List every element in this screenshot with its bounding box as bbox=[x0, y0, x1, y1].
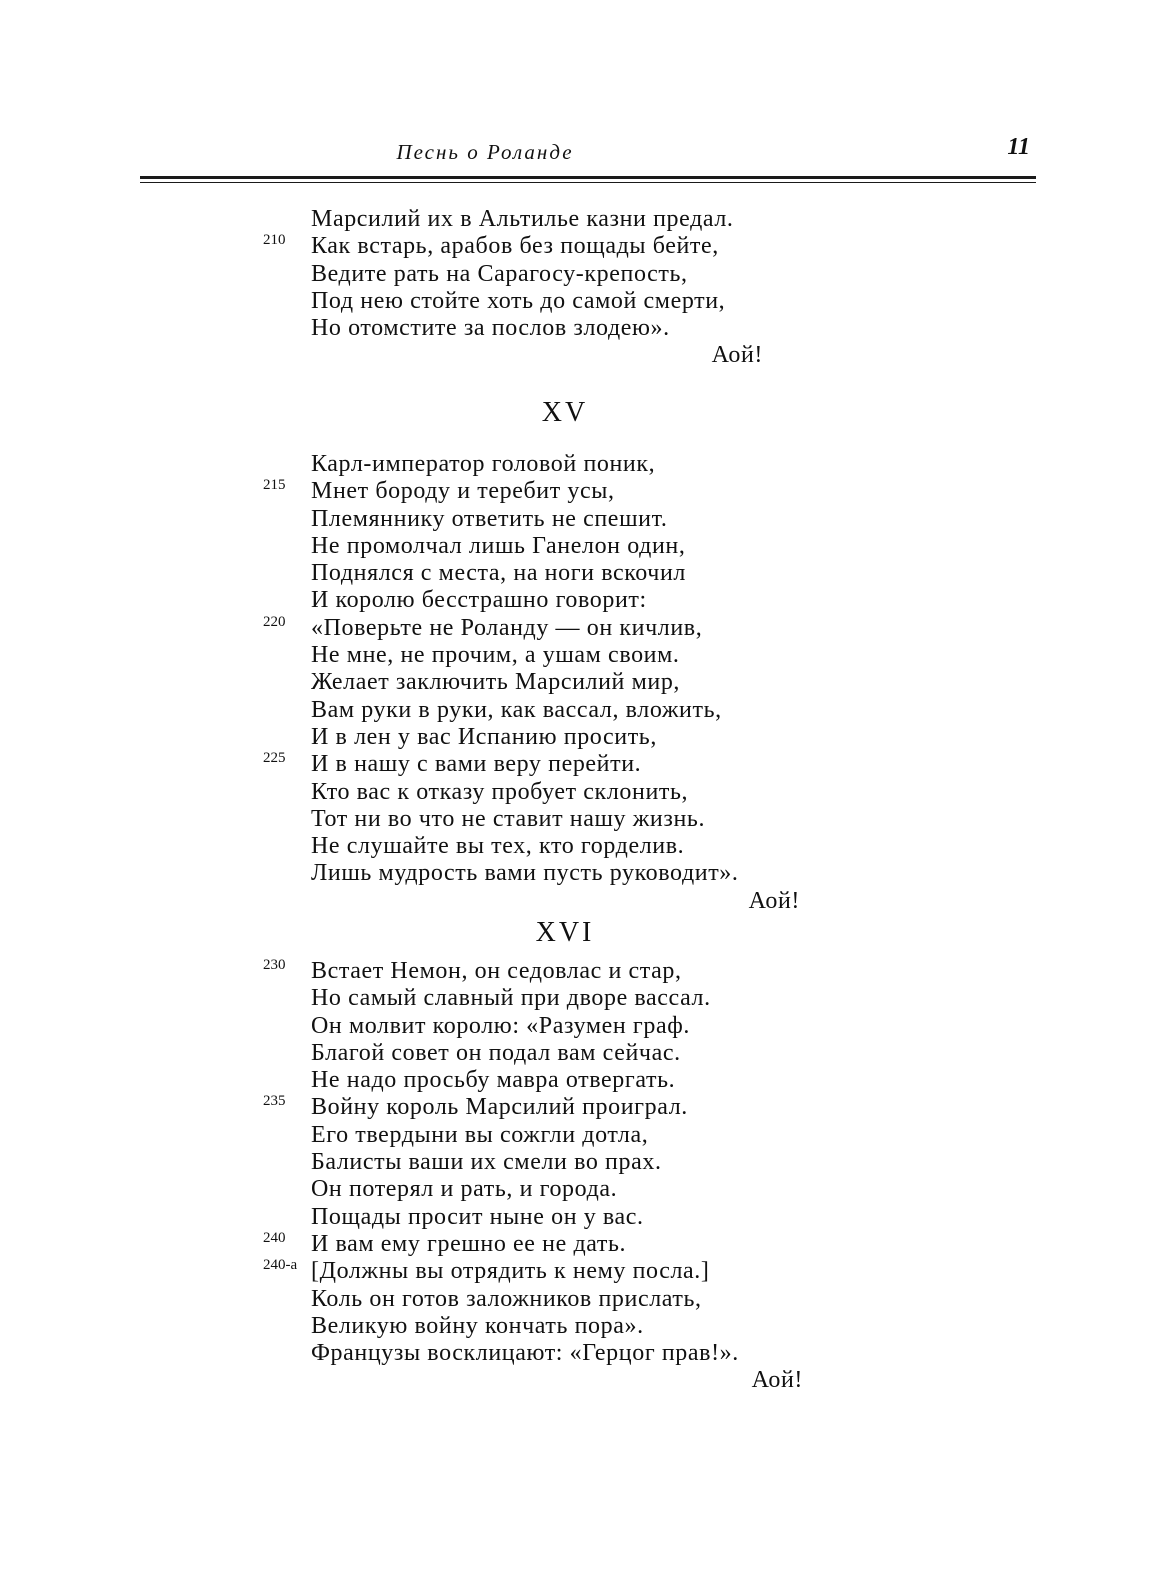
verse-text: Под нею стойте хоть до самой смерти, bbox=[311, 287, 726, 314]
verse-line bbox=[263, 833, 800, 860]
verse-line bbox=[263, 533, 800, 560]
verse-text: Не слушайте вы тех, кто горделив. bbox=[311, 833, 685, 860]
verse-text: Благой совет он подал вам сейчас. bbox=[311, 1039, 681, 1066]
line-number: 240 bbox=[263, 1229, 286, 1246]
verse-line bbox=[263, 1122, 803, 1149]
verse-text: Не мне, не прочим, а ушам своим. bbox=[311, 642, 680, 669]
line-number: 235 bbox=[263, 1093, 286, 1110]
refrain: Аой! bbox=[711, 342, 763, 369]
verse-line bbox=[263, 958, 803, 985]
verse-line bbox=[263, 1176, 803, 1203]
verse-line bbox=[263, 1286, 803, 1313]
verse-line bbox=[263, 1204, 803, 1231]
verse-text: [Должны вы отрядить к нему посла.] bbox=[311, 1258, 710, 1285]
verse-line bbox=[263, 1313, 803, 1340]
verse-line bbox=[263, 779, 800, 806]
section-heading-xv: XV bbox=[541, 397, 589, 428]
verse-text: Не надо просьбу мавра отвергать. bbox=[311, 1067, 676, 1094]
verse-text: Карл-император головой поник, bbox=[311, 451, 656, 477]
line-number: 225 bbox=[263, 750, 286, 767]
line-number: 240-а bbox=[263, 1257, 298, 1274]
verse-line bbox=[263, 1340, 803, 1367]
verse-text: И в лен у вас Испанию просить, bbox=[311, 723, 657, 750]
verse-text: Поднялся с места, на ноги вскочил bbox=[311, 560, 686, 587]
verse-text: Войну король Марсилий проиграл. bbox=[311, 1094, 688, 1121]
section-heading-xvi: XVI bbox=[535, 917, 595, 948]
stanza-xvi bbox=[263, 958, 803, 1395]
verse-text: Но самый славный при дворе вассал. bbox=[311, 985, 711, 1012]
verse-text: Его твердыни вы сожгли дотла, bbox=[311, 1121, 649, 1148]
verse-line bbox=[263, 288, 763, 315]
verse-text: Великую войну кончать пора». bbox=[311, 1312, 644, 1339]
verse-text: Но отомстите за послов злодею». bbox=[311, 315, 670, 342]
verse-text: Тот ни во что не ставит нашу жизнь. bbox=[311, 805, 706, 832]
verse-line bbox=[263, 315, 763, 342]
verse-text: «Поверьте не Роланду — он кичлив, bbox=[311, 614, 703, 641]
verse-line bbox=[263, 724, 800, 751]
verse-text: Мнет бороду и теребит усы, bbox=[311, 478, 615, 505]
verse-text: Кто вас к отказу пробует склонить, bbox=[311, 778, 689, 805]
header-rule-thin bbox=[140, 182, 1036, 183]
verse-line bbox=[263, 985, 803, 1012]
verse-text: И в нашу с вами веру перейти. bbox=[311, 751, 642, 778]
verse-text: Марсилий их в Альтилье казни предал. bbox=[311, 206, 734, 232]
page-header bbox=[140, 134, 1036, 178]
line-number: 210 bbox=[263, 232, 286, 249]
verse-line bbox=[263, 751, 800, 778]
verse-text: Лишь мудрость вами пусть руководит». bbox=[311, 860, 739, 887]
verse-line bbox=[263, 642, 800, 669]
verse-line bbox=[263, 1013, 803, 1040]
verse-text: Встает Немон, он седовлас и стар, bbox=[311, 958, 682, 984]
page-number: 11 bbox=[1007, 134, 1030, 160]
verse-line bbox=[263, 1231, 803, 1258]
running-title: Песнь о Роланде bbox=[396, 140, 574, 164]
verse-text: Он молвит королю: «Разумен граф. bbox=[311, 1012, 690, 1039]
verse-line bbox=[263, 1067, 803, 1094]
verse-text: Балисты ваши их смели во прах. bbox=[311, 1149, 662, 1176]
verse-line bbox=[263, 261, 763, 288]
header-rule-thick bbox=[140, 176, 1036, 179]
verse-text: Как встарь, арабов без пощады бейте, bbox=[311, 233, 719, 260]
verse-text: Желает заключить Марсилий мир, bbox=[311, 669, 681, 696]
verse-line bbox=[263, 615, 800, 642]
verse-line bbox=[263, 697, 800, 724]
line-number: 230 bbox=[263, 957, 286, 973]
verse-text: Племяннику ответить не спешит. bbox=[311, 505, 668, 532]
verse-line bbox=[263, 806, 800, 833]
refrain: Аой! bbox=[748, 887, 800, 914]
verse-text: Не промолчал лишь Ганелон один, bbox=[311, 532, 686, 559]
verse-text: Французы восклицают: «Герцог прав!». bbox=[311, 1340, 739, 1367]
verse-line bbox=[263, 451, 800, 478]
refrain: Аой! bbox=[751, 1367, 803, 1394]
verse-line bbox=[263, 206, 763, 233]
verse-text: Коль он готов заложников прислать, bbox=[311, 1285, 702, 1312]
verse-line bbox=[263, 233, 763, 260]
verse-line bbox=[263, 860, 800, 887]
verse-text: Вам руки в руки, как вассал, вложить, bbox=[311, 696, 722, 723]
verse-line bbox=[263, 560, 800, 587]
verse-line bbox=[263, 1149, 803, 1176]
verse-line bbox=[263, 1258, 803, 1285]
stanza-continuation bbox=[263, 206, 763, 370]
stanza-xv bbox=[263, 451, 800, 915]
verse-text: Пощады просит ныне он у вас. bbox=[311, 1203, 644, 1230]
verse-text: Ведите рать на Сарагосу-крепость, bbox=[311, 260, 688, 287]
verse-line bbox=[263, 1040, 803, 1067]
verse-text: И королю бесстрашно говорит: bbox=[311, 587, 647, 614]
verse-text: И вам ему грешно ее не дать. bbox=[311, 1230, 627, 1257]
verse-line bbox=[263, 587, 800, 614]
verse-line bbox=[263, 1094, 803, 1121]
verse-line bbox=[263, 669, 800, 696]
verse-line bbox=[263, 478, 800, 505]
line-number: 215 bbox=[263, 477, 286, 494]
verse-line bbox=[263, 506, 800, 533]
line-number: 220 bbox=[263, 613, 286, 630]
verse-text: Он потерял и рать, и города. bbox=[311, 1176, 618, 1203]
